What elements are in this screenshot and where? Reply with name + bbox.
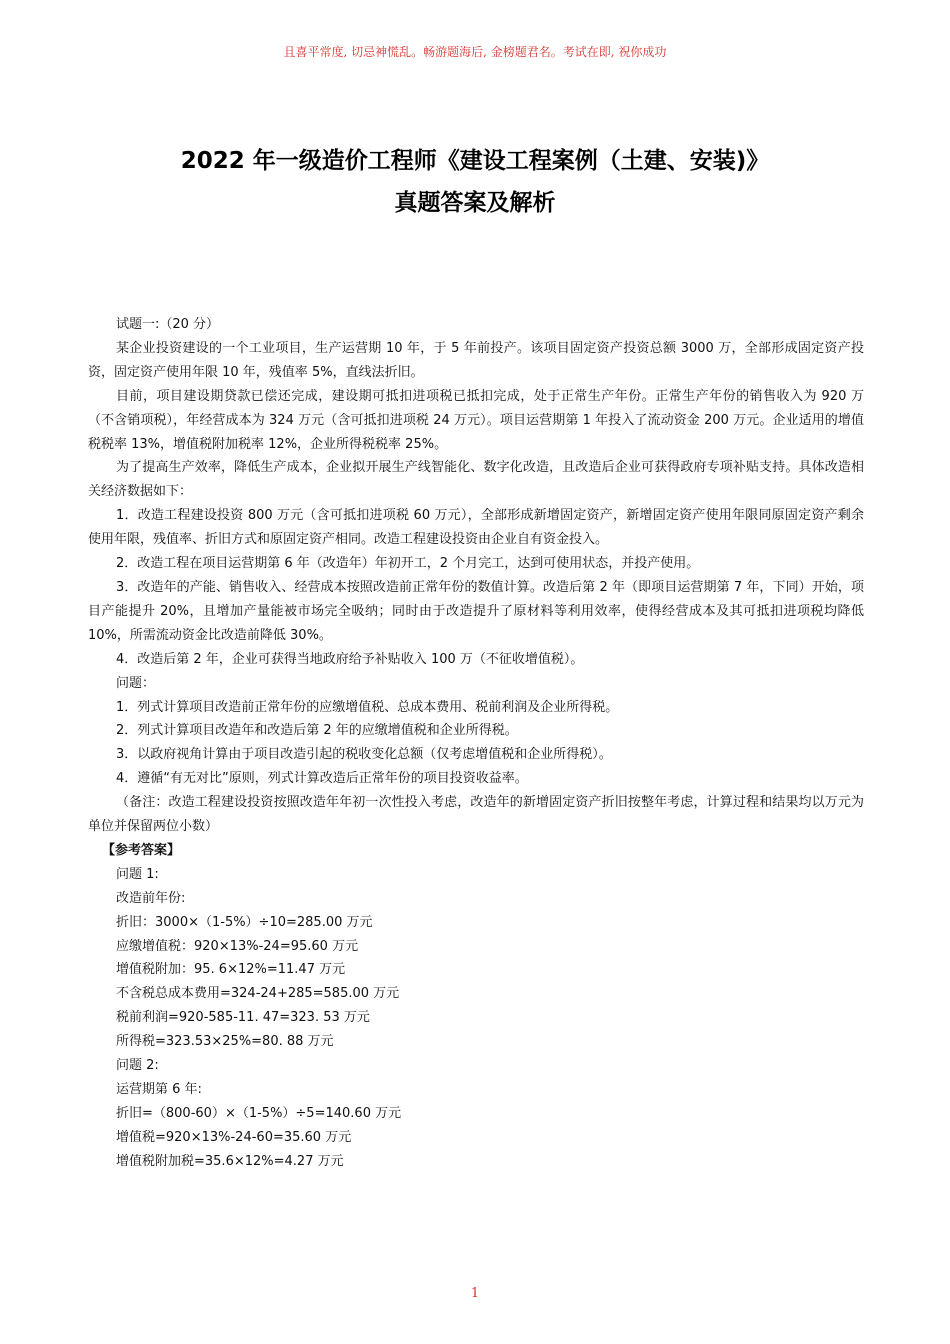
answer-q1-sub: 改造前年份:	[116, 890, 186, 906]
condition-item: 1．改造工程建设投资 800 万元（含可抵扣进项税 60 万元），全部形成新增固定资产，新增固定资产使用年限同原固定资产剩余使用年限，残值率、折旧方式和原固定资产相同。改造工程建设投资由企业自有资金投入。	[88, 508, 864, 548]
answer-line: 增值税=920×13%-24-60=35.60 万元	[116, 1129, 352, 1145]
question-item: 3．以政府视角计算由于项目改造引起的税收变化总额（仅考虑增值税和企业所得税）。	[116, 747, 612, 763]
questions-label: 问题：	[116, 675, 156, 691]
answer-heading: 【参考答案】	[102, 842, 181, 858]
condition-item: 4．改造后第 2 年，企业可获得当地政府给予补贴收入 100 万（不征收增值税）。	[116, 651, 584, 667]
answer-line: 所得税=323.53×25%=80. 88 万元	[116, 1034, 334, 1050]
answer-line: 增值税附加税=35.6×12%=4.27 万元	[116, 1153, 344, 1169]
question-paragraph: 为了提高生产效率，降低生产成本，企业拟开展生产线智能化、数字化改造，且改造后企业可获得政府专项补贴支持。具体改造相关经济数据如下：	[88, 460, 864, 500]
condition-item: 3．改造年的产能、销售收入、经营成本按照改造前正常年份的数值计算。改造后第 2 年（即项目运营期第 7 年，下同）开始，项目产能提升 20%，且增加产量能被市场完全吸纳；同时由于改造提升了原材料等利用效率，使得经营成本及其可抵扣进项税均降低 10%，所需流动资金比改造前降低 30%。	[88, 579, 864, 643]
answer-line: 不含税总成本费用=324-24+285=585.00 万元	[116, 986, 400, 1002]
document-body	[88, 313, 864, 1174]
answer-line: 应缴增值税：920×13%-24=95.60 万元	[116, 938, 359, 954]
question-paragraph: 目前，项目建设期贷款已偿还完成，建设期可抵扣进项税已抵扣完成，处于正常生产年份。正常生产年份的销售收入为 920 万（不含销项税），年经营成本为 324 万元（含可抵扣进项税 24 万元）。项目运营期第 1 年投入了流动资金 200 万元。企业适用的增值税税率 13%，增值税附加税率 12%，企业所得税税率 25%。	[88, 388, 864, 452]
answer-q2-sub: 运营期第 6 年:	[116, 1082, 202, 1097]
question-note: （备注：改造工程建设投资按照改造年年初一次性投入考虑，改造年的新增固定资产折旧按整年考虑，计算过程和结果均以万元为单位并保留两位小数）	[88, 795, 864, 835]
question-heading: 试题一:（20 分）	[116, 317, 220, 332]
title-line-2: 真题答案及解析	[394, 190, 556, 216]
answer-q2-label: 问题 2:	[116, 1058, 159, 1074]
title-line-1: 2022 年一级造价工程师《建设工程案例（土建、安装)》	[180, 148, 770, 174]
answer-q1-label: 问题 1:	[116, 866, 159, 882]
header-motto: 且喜平常度, 切忌神慌乱。畅游题海后, 金榜题君名。考试在即, 祝你成功	[283, 45, 667, 59]
condition-item: 2．改造工程在项目运营期第 6 年（改造年）年初开工，2 个月完工，达到可使用状态，并投产使用。	[116, 556, 700, 572]
page-number: 1	[470, 1286, 480, 1301]
answer-line: 增值税附加：95. 6×12%=11.47 万元	[116, 962, 346, 978]
question-item: 2．列式计算项目改造年和改造后第 2 年的应缴增值税和企业所得税。	[116, 723, 518, 739]
answer-line: 折旧=（800-60）×（1-5%）÷5=140.60 万元	[116, 1105, 402, 1121]
question-item: 1．列式计算项目改造前正常年份的应缴增值税、总成本费用、税前利润及企业所得税。	[116, 699, 619, 715]
question-item: 4．遵循“有无对比”原则，列式计算改造后正常年份的项目投资收益率。	[116, 771, 528, 787]
answer-line: 税前利润=920-585-11. 47=323. 53 万元	[116, 1010, 370, 1026]
answer-line: 折旧：3000×（1-5%）÷10=285.00 万元	[116, 914, 373, 930]
document-title	[0, 140, 950, 224]
question-paragraph: 某企业投资建设的一个工业项目，生产运营期 10 年，于 5 年前投产。该项目固定资产投资总额 3000 万，全部形成固定资产投资，固定资产使用年限 10 年，残值率 5%，直线法折旧。	[88, 340, 864, 380]
